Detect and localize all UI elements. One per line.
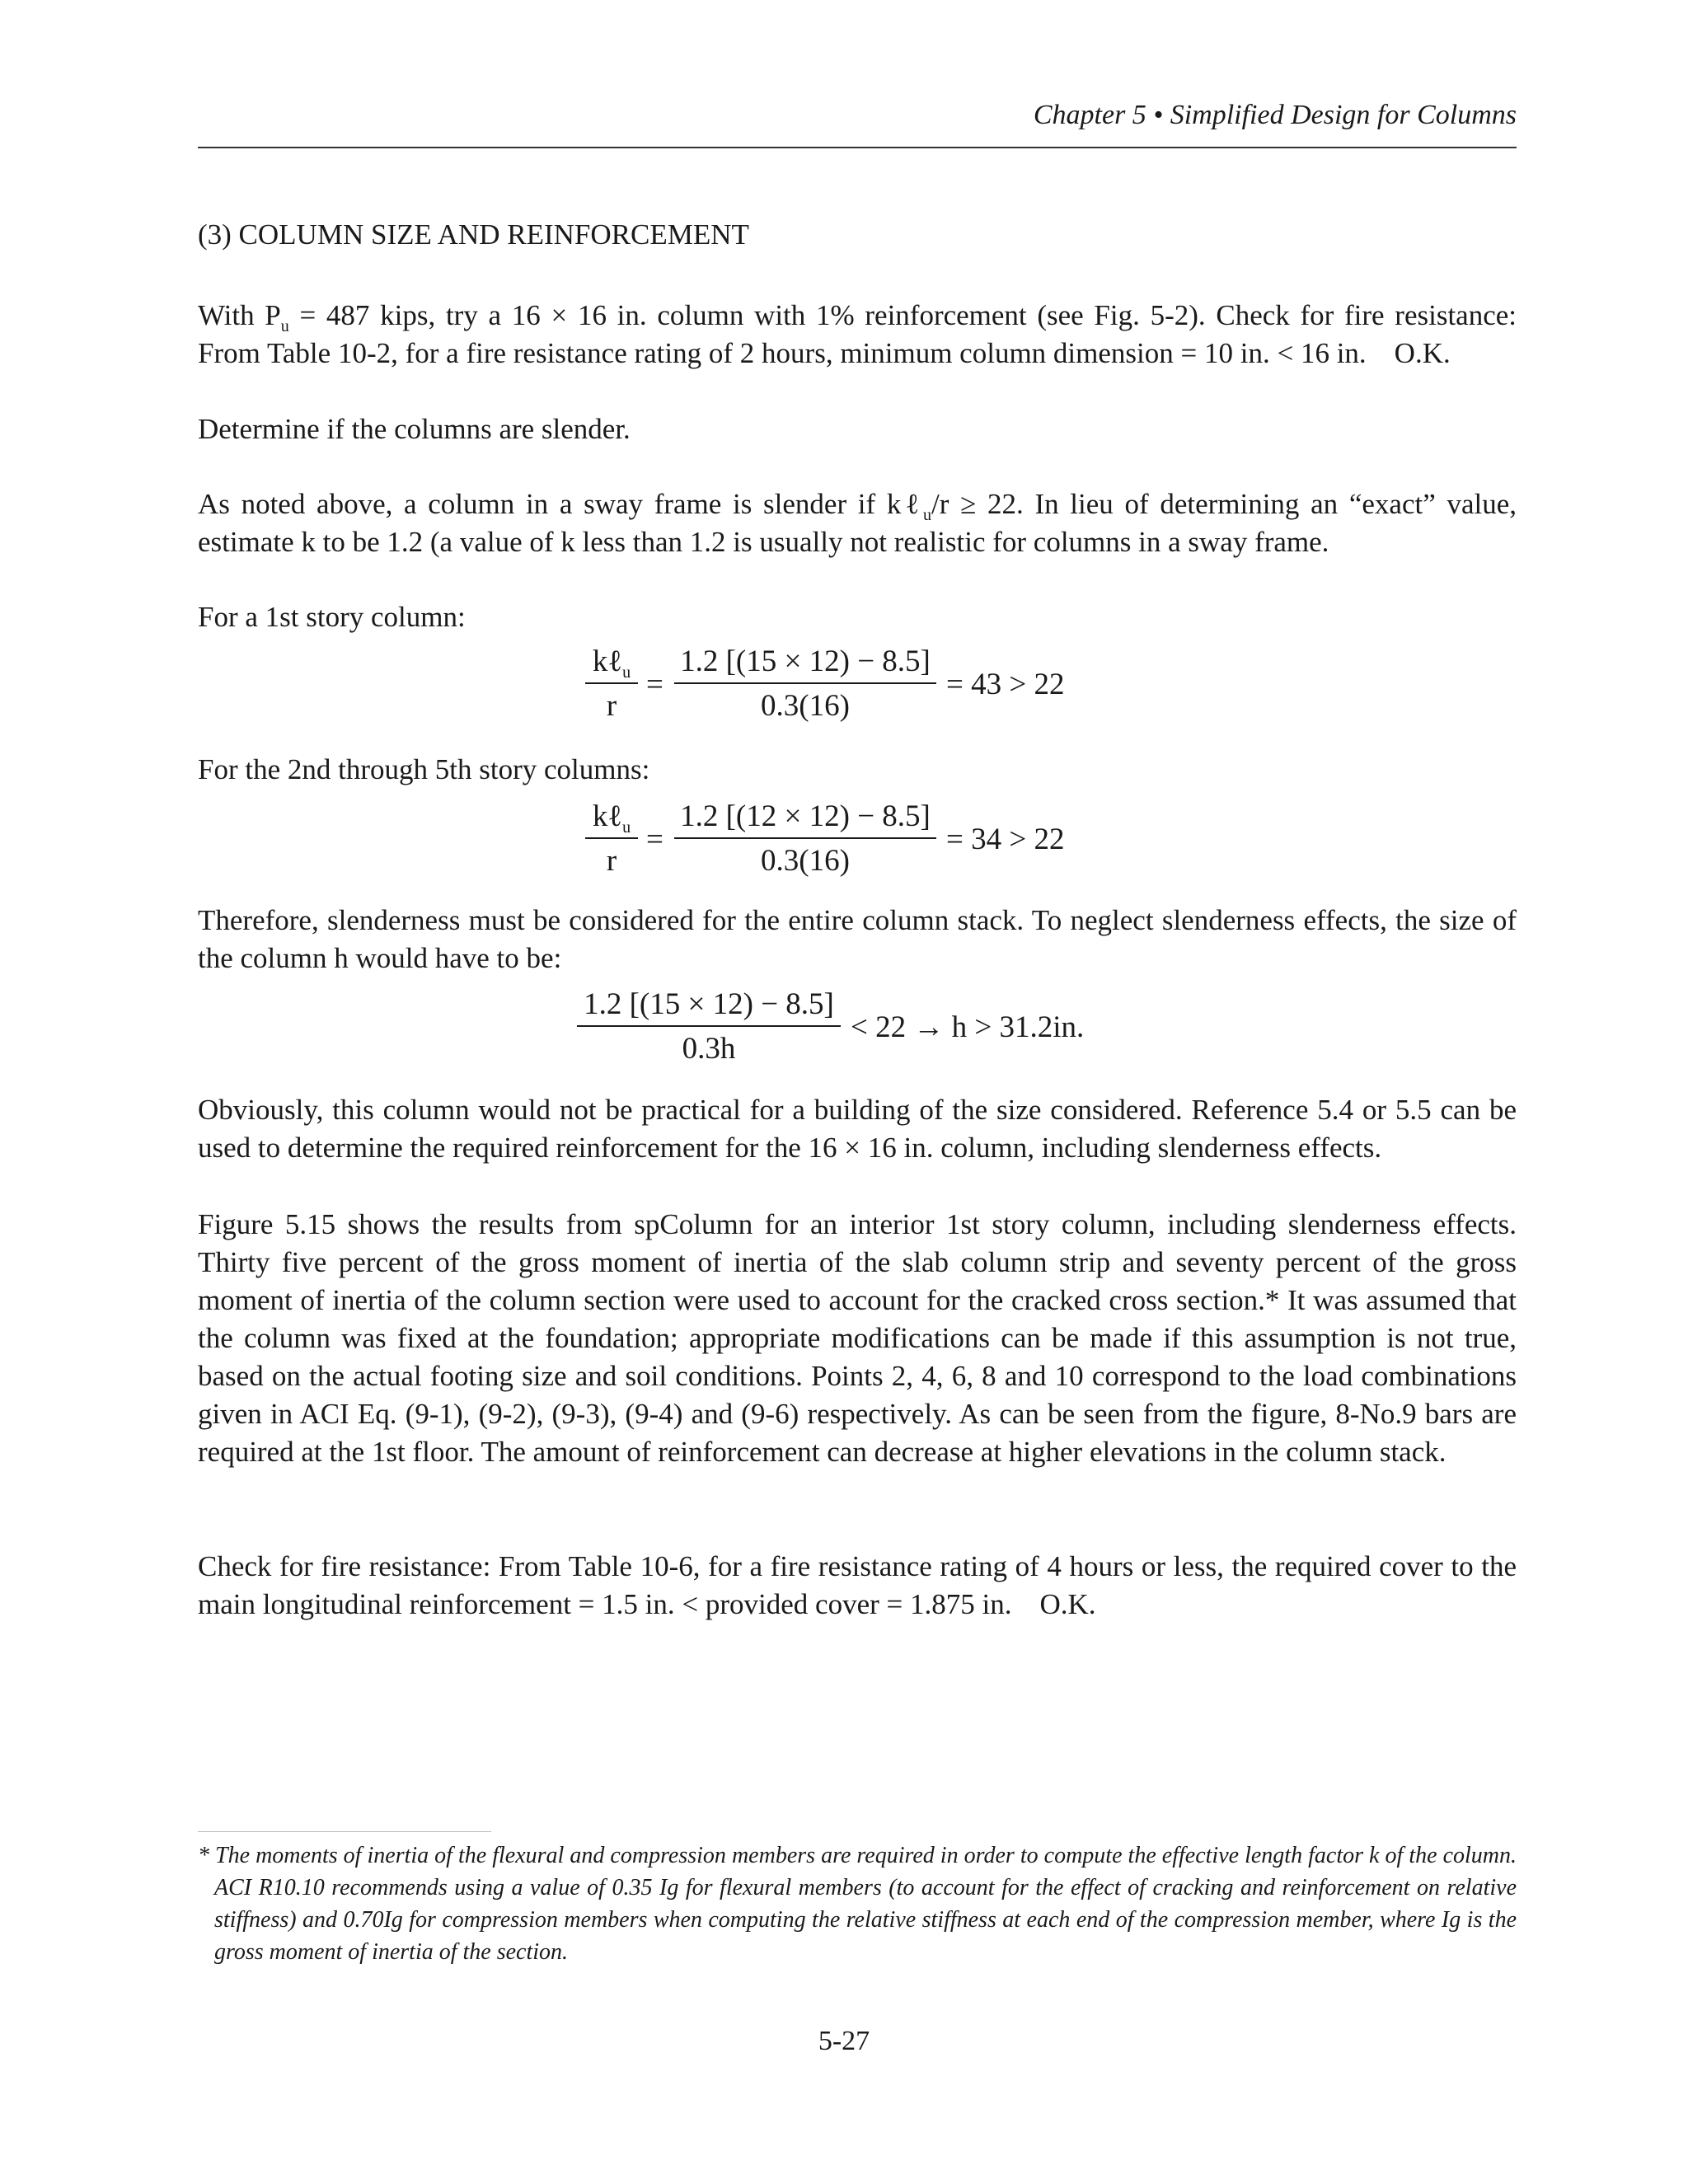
equation-first-story xyxy=(577,643,1154,733)
eq2-rhs-fraction xyxy=(674,798,936,880)
eq2-lhs-numerator: kℓ$_u$ xyxy=(585,798,638,839)
eq1-lhs-denominator: r xyxy=(606,689,617,723)
ok-mark: O.K. xyxy=(1394,337,1451,369)
header-rule xyxy=(198,147,1517,148)
p7-text: Check for fire resistance: From Table 10-6, for a fire resistance rating of 4 hours or less, the required cover to the main longitudinal reinforcement = 1.5 in. < provided cover = 1.875 in. xyxy=(198,1550,1517,1620)
page-number: 5-27 xyxy=(818,2026,870,2056)
eq2-lhs-fraction xyxy=(585,798,638,880)
eq1-rhs-numerator: 1.2 [(15 × 12) − 8.5] xyxy=(674,643,936,684)
p1-pre: With P xyxy=(198,299,281,331)
label-first-story: For a 1st story column: xyxy=(198,601,466,633)
p1-post: = 487 kips, try a 16 × 16 in. column with 1% reinforcement (see Fig. 5-2). Check for fire resistance: From Table 10-2, for a fire resistance rating of 2 hours, minimum column dimension = 10 in. < 16 in. xyxy=(198,299,1517,369)
eq1-rhs-denominator: 0.3(16) xyxy=(761,689,850,723)
eq3-result: < 22 → h > 31.2in. xyxy=(851,1010,1085,1044)
label-upper-stories: For the 2nd through 5th story columns: xyxy=(198,753,650,785)
eq2-lhs-denominator: r xyxy=(606,844,617,878)
paragraph-practicality: Obviously, this column would not be practical for a building of the size considered. Reference 5.4 or 5.5 can be used to determine the required reinforcement for the 16 × 16 in. column, including slenderness effects. xyxy=(198,1094,1517,1164)
eq1-lhs-fraction xyxy=(585,643,638,725)
eq2-rhs-numerator: 1.2 [(12 × 12) − 8.5] xyxy=(674,798,936,839)
footnote-rule xyxy=(198,1831,491,1832)
eq1-rhs-fraction xyxy=(674,643,936,725)
p3-sub: u xyxy=(923,506,932,524)
equation-upper-stories xyxy=(577,798,1154,888)
eq2-equals: = xyxy=(646,823,663,856)
eq2-rhs-denominator: 0.3(16) xyxy=(761,844,850,878)
eq1-equals: = xyxy=(646,668,663,701)
paragraph-entire-stack: Therefore, slenderness must be considered for the entire column stack. To neglect slenderness effects, the size of the column h would have to be: xyxy=(198,904,1517,974)
eq2-result: = 34 > 22 xyxy=(946,823,1065,856)
paragraph-fire-cover xyxy=(198,1548,1517,1624)
running-header: Chapter 5 • Simplified Design for Columns xyxy=(1033,100,1517,130)
paragraph-sway-frame xyxy=(198,485,1517,561)
equation-min-size xyxy=(577,986,1154,1076)
eq1-result: = 43 > 22 xyxy=(946,668,1065,701)
footnote: * The moments of inertia of the flexural and compression members are required in order to compute the effective length factor k of the column. ACI R10.10 recommends using a value of 0.35 Ig for flexural members (to account for the effect of cracking and reinforcement on relative stiffness) and 0.70Ig for compression members when computing the relative stiffness at each end of the compression member, where Ig is the gross moment of inertia of the section. xyxy=(198,1843,1517,1965)
paragraph-spcolumn-results: Figure 5.15 shows the results from spColumn for an interior 1st story column, including slenderness effects. Thirty five percent of the gross moment of inertia of the slab column strip and seventy percent of the gross moment of inertia of the column section were used to account for the cracked cross section.* It was assumed that the column was fixed at the foundation; appropriate modifications can be made if this assumption is not true, based on the actual footing size and soil conditions. Points 2, 4, 6, 8 and 10 correspond to the load combinations given in ACI Eq. (9-1), (9-2), (9-3), (9-4) and (9-6) respectively. As can be seen from the figure, 8-No.9 bars are required at the 1st floor. The amount of reinforcement can decrease at higher elevations in the column stack. xyxy=(198,1208,1517,1468)
p3-pre: As noted above, a column in a sway frame is slender if kℓ xyxy=(198,488,924,520)
eq1-lhs-numerator: kℓ$_u$ xyxy=(585,643,638,684)
section-heading: (3) COLUMN SIZE AND REINFORCEMENT xyxy=(198,218,749,251)
eq3-numerator: 1.2 [(15 × 12) − 8.5] xyxy=(577,986,841,1027)
p1-sub: u xyxy=(280,317,289,335)
paragraph-slender-check: Determine if the columns are slender. xyxy=(198,413,631,445)
eq3-fraction xyxy=(577,986,841,1068)
eq3-denominator: 0.3h xyxy=(682,1032,736,1066)
p3-post: /r ≥ 22. In lieu of determining an “exact” value, estimate k to be 1.2 (a value of k less than 1.2 is usually not realistic for columns in a sway frame. xyxy=(198,488,1517,558)
ok-mark-2: O.K. xyxy=(1039,1588,1096,1620)
paragraph-trial-column xyxy=(198,297,1517,373)
